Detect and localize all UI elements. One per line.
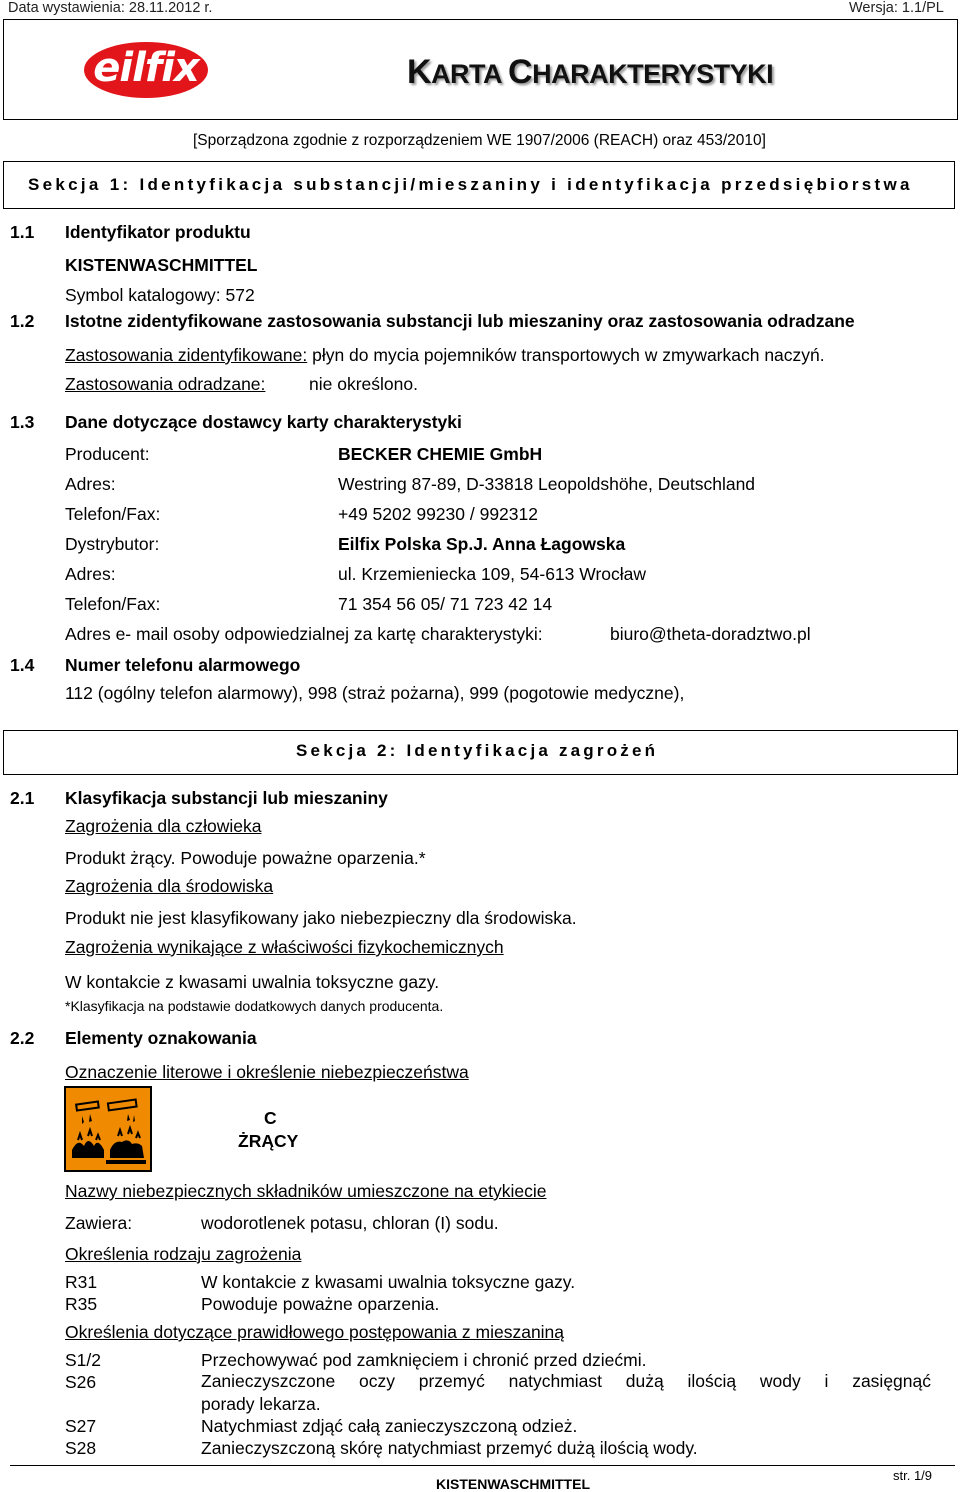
s13-number: 1.3 <box>10 412 35 432</box>
identified-uses: Zastosowania zidentyfikowane: płyn do mycia pojemników transportowych w zmywarkach naczyń. <box>65 345 825 365</box>
s26-text-line2: porady lekarza. <box>201 1394 321 1414</box>
r35-text: Powoduje poważne oparzenia. <box>201 1294 440 1314</box>
s12-text: Przechowywać pod zamknięciem i chronić przed dziećmi. <box>201 1350 647 1370</box>
s26-text-line1: Zanieczyszczone oczy przemyć natychmiast dużą ilością wody i zasięgnąć <box>201 1371 931 1391</box>
email-value[interactable]: biuro@theta-doradztwo.pl <box>610 624 811 644</box>
r-phrases-label: Określenia rodzaju zagrożenia <box>65 1244 302 1264</box>
phone2-value: 71 354 56 05/ 71 723 42 14 <box>338 594 553 614</box>
producer-label: Producent: <box>65 444 150 464</box>
s14-number: 1.4 <box>10 655 35 675</box>
s-phrases-label: Określenia dotyczące prawidłowego postępowania z mieszaniną <box>65 1322 565 1342</box>
contains-value: wodorotlenek potasu, chloran (I) sodu. <box>201 1213 499 1233</box>
section1-title: Sekcja 1: Identyfikacja substancji/mieszaniny i identyfikacja przedsiębiorstwa <box>28 175 913 194</box>
s22-title: Elementy oznakowania <box>65 1028 257 1048</box>
footer-product: KISTENWASCHMITTEL <box>436 1476 590 1492</box>
env-hazards-label: Zagrożenia dla środowiska <box>65 876 274 896</box>
footer-divider <box>10 1465 955 1466</box>
symbol-name: ŻRĄCY <box>238 1131 299 1151</box>
corrosive-pictogram-svg <box>66 1088 150 1170</box>
eilfix-logo: eilfix <box>84 42 208 98</box>
address2-label: Adres: <box>65 564 116 584</box>
s21-title: Klasyfikacja substancji lub mieszaniny <box>65 788 388 808</box>
s26-code: S26 <box>65 1372 97 1392</box>
version: Wersja: 1.1/PL <box>849 0 944 16</box>
s27-code: S27 <box>65 1416 97 1436</box>
s13-title: Dane dotyczące dostawcy karty charakterystyki <box>65 412 462 432</box>
classification-footnote: *Klasyfikacja na podstawie dodatkowych danych producenta. <box>65 998 444 1014</box>
r31-code: R31 <box>65 1272 98 1292</box>
distributor-label: Dystrybutor: <box>65 534 160 554</box>
document-title: KARTA CHARAKTERYSTYKI <box>407 53 774 91</box>
s11-number: 1.1 <box>10 222 35 242</box>
r35-code: R35 <box>65 1294 98 1314</box>
s12-title: Istotne zidentyfikowane zastosowania substancji lub mieszaniny oraz zastosowania odradzane <box>65 311 855 331</box>
distributor-value: Eilfix Polska Sp.J. Anna Łagowska <box>338 534 626 554</box>
env-hazards-text: Produkt nie jest klasyfikowany jako niebezpieczny dla środowiska. <box>65 908 577 928</box>
s28-code: S28 <box>65 1438 97 1458</box>
s11-title: Identyfikator produktu <box>65 222 251 242</box>
s27-text: Natychmiast zdjąć całą zanieczyszczoną odzież. <box>201 1416 578 1436</box>
phone1-value: +49 5202 99230 / 992312 <box>338 504 538 524</box>
s12-number: 1.2 <box>10 311 35 331</box>
phone1-label: Telefon/Fax: <box>65 504 161 524</box>
page-number: str. 1/9 <box>893 1468 933 1483</box>
s14-title: Numer telefonu alarmowego <box>65 655 301 675</box>
discouraged-uses-value: nie określono. <box>309 374 418 394</box>
human-hazards-text: Produkt żrący. Powoduje poważne oparzenia.* <box>65 848 426 868</box>
human-hazards-label: Zagrożenia dla człowieka <box>65 816 262 836</box>
s22-number: 2.2 <box>10 1028 35 1048</box>
components-label: Nazwy niebezpiecznych składników umieszczone na etykiecie <box>65 1181 547 1201</box>
phys-hazards-text: W kontakcie z kwasami uwalnia toksyczne gazy. <box>65 972 440 992</box>
discouraged-uses-label: Zastosowania odradzane: <box>65 374 266 394</box>
section2-title: Sekcja 2: Identyfikacja zagrożeń <box>296 741 659 760</box>
issue-date: Data wystawienia: 28.11.2012 r. <box>8 0 213 16</box>
contains-label: Zawiera: <box>65 1213 133 1233</box>
r31-text: W kontakcie z kwasami uwalnia toksyczne gazy. <box>201 1272 576 1292</box>
address1-label: Adres: <box>65 474 116 494</box>
s21-number: 2.1 <box>10 788 35 808</box>
corrosive-icon <box>64 1086 152 1172</box>
phys-hazards-label: Zagrożenia wynikające z właściwości fizykochemicznych <box>65 937 504 957</box>
producer-value: BECKER CHEMIE GmbH <box>338 444 543 464</box>
phone2-label: Telefon/Fax: <box>65 594 161 614</box>
email-label: Adres e- mail osoby odpowiedzialnej za kartę charakterystyki: <box>65 624 543 644</box>
address2-value: ul. Krzemieniecka 109, 54-613 Wrocław <box>338 564 647 584</box>
s28-text: Zanieczyszczoną skórę natychmiast przemyć dużą ilością wody. <box>201 1438 698 1458</box>
catalog-symbol: Symbol katalogowy: 572 <box>65 285 255 305</box>
symbol-letter: C <box>264 1108 277 1128</box>
reach-note: [Sporządzona zgodnie z rozporządzeniem WE 1907/2006 (REACH) oraz 453/2010] <box>193 132 766 149</box>
emergency-numbers: 112 (ogólny telefon alarmowy), 998 (straż pożarna), 999 (pogotowie medyczne), <box>65 683 685 703</box>
address1-value: Westring 87-89, D-33818 Leopoldshöhe, Deutschland <box>338 474 756 494</box>
product-name: KISTENWASCHMITTEL <box>65 255 258 275</box>
symbol-label: Oznaczenie literowe i określenie niebezpieczeństwa <box>65 1062 469 1082</box>
s12-code: S1/2 <box>65 1350 101 1370</box>
